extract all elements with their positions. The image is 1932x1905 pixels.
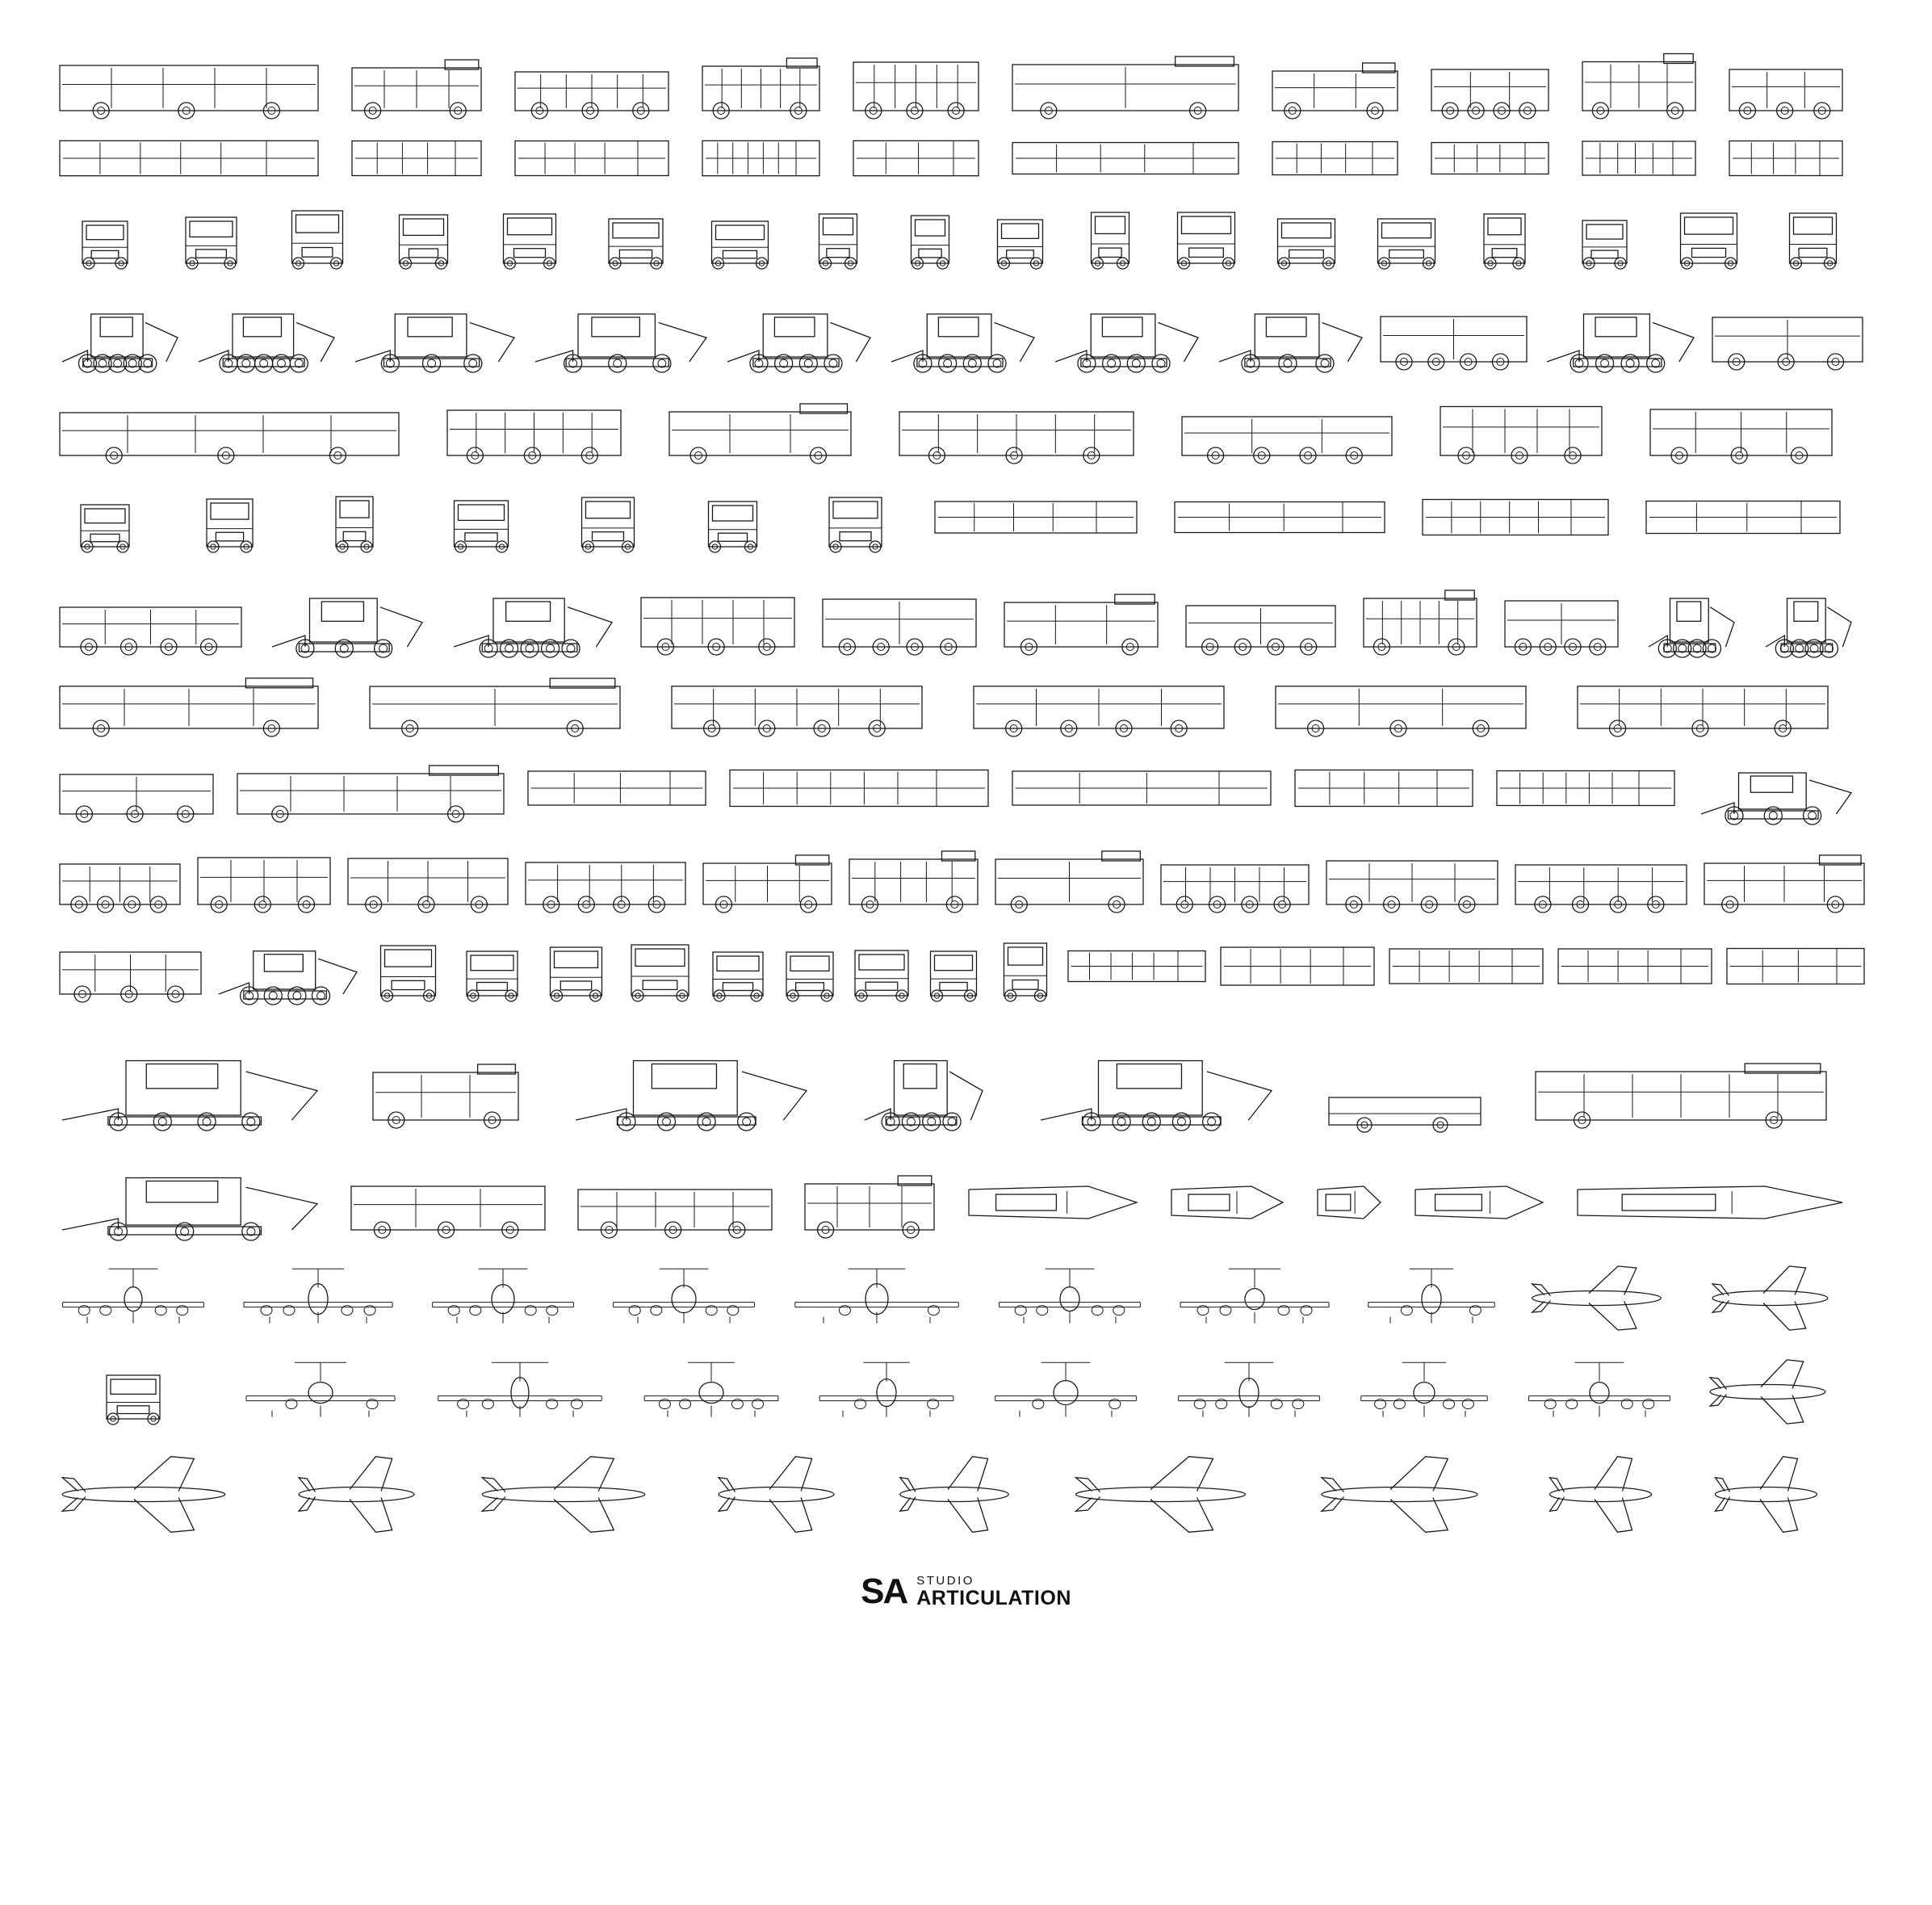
vehicle-block-container-chassis-side[interactable] — [1701, 833, 1869, 919]
vehicle-block-light-plane-plan[interactable] — [295, 1437, 432, 1542]
vehicle-block-box-truck-side[interactable] — [850, 36, 983, 125]
vehicle-block-skid-loader-side[interactable] — [1213, 281, 1368, 376]
vehicle-block-backhoe-loader-side[interactable] — [722, 281, 876, 376]
vehicle-block-narrow-body-airliner-front[interactable] — [1174, 1249, 1335, 1338]
vehicle-block-fuel-tanker-truck-side[interactable] — [1647, 381, 1837, 470]
vehicle-block-truck-front-3[interactable] — [370, 924, 446, 1009]
vehicle-block-canvas-flatbed-truck-side[interactable] — [992, 833, 1148, 919]
vehicle-block-cutaway-box-van-side[interactable] — [1579, 36, 1700, 125]
vehicle-block-single-prop-plan[interactable] — [896, 1437, 1025, 1542]
vehicle-block-motorhome-front[interactable] — [269, 191, 366, 276]
vehicle-block-canvas-truck-front[interactable] — [921, 924, 986, 1009]
vehicle-block-trailer-front-2[interactable] — [454, 924, 530, 1009]
vehicle-block-delivery-truck-plan[interactable] — [1269, 130, 1402, 187]
vehicle-block-canvas-military-truck-side[interactable] — [1158, 833, 1314, 919]
vehicle-block-bicycle-motorcycle-group[interactable] — [1324, 1013, 1486, 1135]
vehicle-block-small-van-front[interactable] — [777, 924, 842, 1009]
row-construction-equipment-side — [57, 281, 1875, 376]
vehicle-block-forklift-side[interactable] — [1643, 564, 1740, 661]
row-heavy-cranes-excavators-bike — [57, 1013, 1875, 1135]
vehicle-block-refuse-container-truck-side[interactable] — [802, 1139, 939, 1244]
row-aircraft-front-row2 — [57, 1343, 1875, 1432]
vehicle-block-ambulance-van-plan[interactable] — [1726, 130, 1847, 187]
row-flatbeds-fronts-plans — [57, 924, 1875, 1009]
vehicle-block-water-tanker-truck-side[interactable] — [666, 381, 856, 470]
vehicle-block-coach-bus-plan[interactable] — [57, 130, 323, 187]
vehicle-block-cargo-plane-plan[interactable] — [715, 1437, 852, 1542]
vehicle-block-ambulance-plan[interactable] — [1428, 130, 1553, 187]
vehicle-block-box-semi-trailer-side-1[interactable] — [57, 666, 323, 743]
vehicle-block-dump-truck-small-side[interactable] — [700, 833, 836, 919]
vehicle-block-tracked-dozer-large-side[interactable] — [1050, 281, 1204, 376]
vehicle-block-wheel-loader-side[interactable] — [193, 281, 340, 376]
vehicle-block-dump-trailer-plan[interactable] — [1555, 924, 1716, 1009]
row-buses-vans-ambulances-side — [57, 32, 1875, 125]
studio-logo-footer — [57, 1571, 1875, 1626]
logo-articulation-text: ARTICULATION — [916, 1586, 1071, 1609]
vehicle-block-motorhome-rv-side[interactable] — [512, 36, 673, 125]
row-aircraft-side-plan — [57, 1437, 1875, 1542]
vehicle-block-fighter-jet-front[interactable] — [814, 1343, 959, 1432]
vehicle-block-motorhome-plan[interactable] — [512, 130, 673, 187]
vehicle-block-small-truck-front[interactable] — [706, 924, 770, 1009]
vehicle-block-box-semi-trailer-side-2[interactable] — [367, 666, 625, 743]
vehicle-block-tanker-truck-front[interactable] — [57, 475, 153, 560]
vehicle-block-tanker-semi-trailer-side[interactable] — [57, 381, 404, 470]
vehicle-block-helicopter-front[interactable] — [1363, 1249, 1500, 1338]
vehicle-block-skid-steer-loader-side[interactable] — [1760, 564, 1857, 661]
row-cranes-tow-trucks-forklifts — [57, 564, 1875, 661]
vehicle-block-turboprop-front[interactable] — [426, 1249, 580, 1338]
vehicle-block-bus-rear[interactable] — [694, 191, 786, 276]
vehicle-block-car-hauler-plan[interactable] — [1695, 748, 1857, 829]
vehicle-block-fire-truck-side[interactable] — [370, 1013, 523, 1135]
row-tanker-front-and-plan — [57, 475, 1875, 560]
vehicle-block-flatbed-truck-side-2[interactable] — [57, 924, 206, 1009]
vehicle-block-ambulance-van-side[interactable] — [1726, 36, 1847, 125]
vehicle-block-single-prop-front[interactable] — [639, 1343, 784, 1432]
vehicle-block-flatbed-crane-truck-side[interactable] — [213, 924, 363, 1009]
vehicle-block-seaplane-front[interactable] — [1706, 1343, 1843, 1432]
vehicle-block-step-van-plan[interactable] — [699, 130, 824, 187]
vehicle-block-twin-prop-front[interactable] — [607, 1249, 761, 1338]
vehicle-block-concrete-mixer-truck-side[interactable] — [444, 381, 626, 470]
vehicle-block-small-boat-plan[interactable] — [1167, 1139, 1288, 1244]
vehicle-block-regional-jet-front-2[interactable] — [240, 1343, 401, 1432]
vehicle-block-airliner-side[interactable] — [57, 1437, 250, 1542]
vehicle-block-delivery-box-truck-side[interactable] — [1269, 36, 1402, 125]
vehicle-block-garbage-truck-plan[interactable] — [1065, 924, 1210, 1009]
vehicle-block-day-cab-tractor-side[interactable] — [57, 833, 185, 919]
vehicle-block-rv-front[interactable] — [481, 191, 578, 276]
vehicle-block-cargo-box-front[interactable] — [1070, 191, 1150, 276]
vehicle-block-tanker-plan-2[interactable] — [1217, 924, 1379, 1009]
vehicle-block-ambulance-rear[interactable] — [1662, 191, 1755, 276]
vehicle-block-airliner-plan[interactable] — [1070, 1437, 1272, 1542]
vehicle-block-business-jet-front[interactable] — [57, 1249, 210, 1338]
vehicle-block-tanker-semi-plan[interactable] — [932, 475, 1142, 560]
vehicle-block-fuel-truck-side[interactable] — [57, 564, 246, 661]
row-aircraft-front-row1 — [57, 1249, 1875, 1338]
vehicle-block-dump-truck-front[interactable] — [183, 475, 276, 560]
vehicle-block-truck-front-small[interactable] — [982, 191, 1058, 276]
vehicle-block-speedboat-side[interactable] — [964, 1139, 1142, 1244]
vehicle-block-light-aircraft-front[interactable] — [993, 1249, 1146, 1338]
row-vehicles-plan-view — [57, 130, 1875, 187]
vehicle-block-van-front[interactable] — [1766, 191, 1859, 276]
vehicle-block-car-cover-side[interactable] — [1502, 564, 1623, 661]
vehicle-block-low-sports-car-side[interactable] — [1360, 564, 1481, 661]
vehicle-block-tow-truck-side[interactable] — [1001, 564, 1163, 661]
vehicle-block-camper-van-plan[interactable] — [349, 130, 486, 187]
logo-wordmark — [916, 1575, 1071, 1609]
vehicle-block-box-van-rear[interactable] — [798, 191, 878, 276]
vehicle-block-tanker-truck-plan[interactable] — [1643, 475, 1845, 560]
vehicle-block-minibus-front[interactable] — [849, 924, 914, 1009]
logo-studio-text: STUDIO — [916, 1574, 974, 1588]
row-specialty-vehicles-boats — [57, 1139, 1875, 1244]
vehicle-block-step-van-side[interactable] — [699, 36, 824, 125]
vehicle-block-trailer-rear[interactable] — [1462, 191, 1547, 276]
vehicle-block-box-semi-trailer-side-5[interactable] — [1272, 666, 1531, 743]
vehicle-block-flatbed-truck-side[interactable] — [1437, 381, 1607, 470]
vehicle-block-street-sweeper-side[interactable] — [575, 1139, 777, 1244]
vehicle-block-coach-bus-front[interactable] — [57, 191, 153, 276]
row-semi-trailers-side-row1 — [57, 666, 1875, 743]
vehicle-block-box-truck-plan[interactable] — [850, 130, 983, 187]
vehicle-block-long-box-semi-side[interactable] — [234, 748, 509, 829]
vehicle-block-light-twin-front[interactable] — [57, 1343, 210, 1432]
vehicle-block-articulated-dump-truck-side[interactable] — [1377, 281, 1532, 376]
vehicle-block-attack-helicopter-side[interactable] — [476, 1437, 670, 1542]
vehicle-block-small-plane-side[interactable] — [1546, 1437, 1667, 1542]
vehicle-block-cargo-plane-front[interactable] — [1528, 1249, 1681, 1338]
vehicle-block-box-truck-front-2[interactable] — [1362, 191, 1451, 276]
vehicle-block-mixer-truck-rear[interactable] — [433, 475, 530, 560]
vehicle-block-pontoon-barge-plan[interactable] — [1573, 1139, 1847, 1244]
vehicle-block-ladder-truck-side[interactable] — [638, 564, 799, 661]
vehicle-block-tanker-front-2[interactable] — [559, 475, 656, 560]
vehicle-block-small-camper-van-side[interactable] — [349, 36, 486, 125]
vehicle-block-semi-tractor-front[interactable] — [809, 475, 902, 560]
vehicle-block-tow-truck-wrecker-side[interactable] — [819, 564, 981, 661]
vehicle-block-ambulance-side[interactable] — [1428, 36, 1553, 125]
vehicle-block-box-semi-trailer-side-3[interactable] — [668, 666, 927, 743]
vehicle-block-motorboat-plan[interactable] — [1410, 1139, 1548, 1244]
row-vehicles-front-elevation — [57, 191, 1875, 276]
vehicle-block-jet-airliner-front-2[interactable] — [1172, 1343, 1326, 1432]
vehicle-block-box-semi-trailer-side-4[interactable] — [970, 666, 1229, 743]
vehicle-block-school-bus-side[interactable] — [1323, 833, 1502, 919]
vehicle-block-bulk-tanker-semi-side[interactable] — [896, 381, 1138, 470]
vehicle-block-airport-tanker-side[interactable] — [1532, 1013, 1831, 1135]
row-tanker-mixer-flatbed-side — [57, 381, 1875, 470]
vehicle-block-light-prop-front-2[interactable] — [1523, 1343, 1676, 1432]
vehicle-block-tracked-excavator-side[interactable] — [1035, 1013, 1277, 1135]
vehicle-block-box-truck-front[interactable] — [377, 191, 470, 276]
vehicle-block-tank-trailer-plan[interactable] — [1292, 748, 1477, 829]
vehicle-block-four-engine-airliner-front[interactable] — [431, 1343, 609, 1432]
vehicle-block-ambulance-front[interactable] — [1558, 191, 1651, 276]
vehicle-block-short-box-trailer-side[interactable] — [57, 748, 218, 829]
vehicle-block-cab-truck-front[interactable] — [1262, 191, 1351, 276]
vehicle-block-camper-front[interactable] — [165, 191, 258, 276]
vehicle-block-long-trailer-plan-1[interactable] — [727, 748, 993, 829]
vehicle-block-small-prop-plane-front[interactable] — [1708, 1249, 1846, 1338]
row-trucks-buses-side — [57, 833, 1875, 919]
vehicle-block-drill-rig-deployed-side[interactable] — [57, 1139, 323, 1244]
vehicle-block-dinghy-plan[interactable] — [1313, 1139, 1385, 1244]
vehicle-block-high-wing-prop-front[interactable] — [989, 1343, 1142, 1432]
vehicle-block-tracked-machine-side[interactable] — [859, 1013, 988, 1135]
vehicle-block-tracked-dozer-side[interactable] — [886, 281, 1040, 376]
vehicle-block-coach-bus-side-2[interactable] — [1512, 833, 1691, 919]
vehicle-block-helicopter-plan[interactable] — [1316, 1437, 1502, 1542]
vehicle-block-flatbed-plan[interactable] — [1386, 924, 1548, 1009]
vehicle-block-transit-bus-plan[interactable] — [1009, 130, 1243, 187]
vehicle-block-box-semi-trailer-side-6[interactable] — [1574, 666, 1833, 743]
vehicle-block-long-trailer-plan-2[interactable] — [1009, 748, 1276, 829]
vehicle-block-wheel-loader-large-side[interactable] — [350, 281, 520, 376]
vehicle-block-rough-terrain-crane-side[interactable] — [57, 1013, 323, 1135]
vehicle-block-wide-body-airliner-front[interactable] — [788, 1249, 966, 1338]
vehicle-block-haul-truck-side[interactable] — [1541, 281, 1699, 376]
vehicle-block-coach-bus-side[interactable] — [57, 32, 323, 125]
vehicle-block-flatbed-truck-front[interactable] — [1162, 191, 1251, 276]
rows-host — [57, 32, 1875, 1542]
vehicle-block-semi-tractor-side[interactable] — [1183, 564, 1340, 661]
vehicle-block-helicopter-front-2[interactable] — [1356, 1343, 1493, 1432]
vehicle-block-box-truck-side-3[interactable] — [522, 833, 690, 919]
vehicle-block-motor-grader-side[interactable] — [530, 281, 712, 376]
vehicle-block-helicopter-side[interactable] — [1712, 1437, 1833, 1542]
row-semi-trailers-side-and-plan-row2 — [57, 748, 1875, 829]
vehicle-block-transit-bus-front[interactable] — [589, 191, 682, 276]
vehicle-block-sleeper-cab-tractor-side[interactable] — [195, 833, 335, 919]
vehicle-block-flatbed-semi-plan[interactable] — [1419, 475, 1613, 560]
vehicle-block-transit-bus-side[interactable] — [1009, 36, 1243, 125]
vehicle-block-cab-front-small[interactable] — [993, 924, 1058, 1009]
vehicle-block-truck-mounted-crane-side[interactable] — [266, 564, 428, 661]
vehicle-block-box-truck-plan-3[interactable] — [1724, 924, 1869, 1009]
vehicle-block-roll-up-box-truck-side[interactable] — [846, 833, 983, 919]
vehicle-block-dump-truck-side[interactable] — [1709, 281, 1867, 376]
vehicle-block-box-trailer-plan-2[interactable] — [1494, 748, 1679, 829]
vehicle-block-flatbed-semi-side[interactable] — [1179, 381, 1397, 470]
vehicle-block-box-trailer-plan[interactable] — [1171, 475, 1389, 560]
logo-mark: SA — [861, 1571, 907, 1611]
vehicle-block-enclosed-trailer-plan[interactable] — [525, 748, 710, 829]
vehicle-block-box-van-plan[interactable] — [1579, 130, 1700, 187]
vehicle-block-conveyor-machine-side[interactable] — [348, 1139, 550, 1244]
vehicle-block-crawler-dozer-small-side[interactable] — [57, 281, 183, 376]
vehicle-block-truck-front-4[interactable] — [622, 924, 698, 1009]
vehicle-block-mobile-crane-boom-side[interactable] — [448, 564, 618, 661]
vehicle-block-pickup-front[interactable] — [890, 191, 970, 276]
vehicle-block-tank-trailer-rear[interactable] — [686, 475, 779, 560]
vehicle-block-regional-jet-front[interactable] — [237, 1249, 399, 1338]
vehicle-block-trailer-front-3[interactable] — [538, 924, 614, 1009]
vehicle-block-drill-rig-machine-side[interactable] — [570, 1013, 812, 1135]
vehicle-block-box-truck-side-2[interactable] — [345, 833, 513, 919]
vehicle-block-mixer-truck-front[interactable] — [306, 475, 403, 560]
